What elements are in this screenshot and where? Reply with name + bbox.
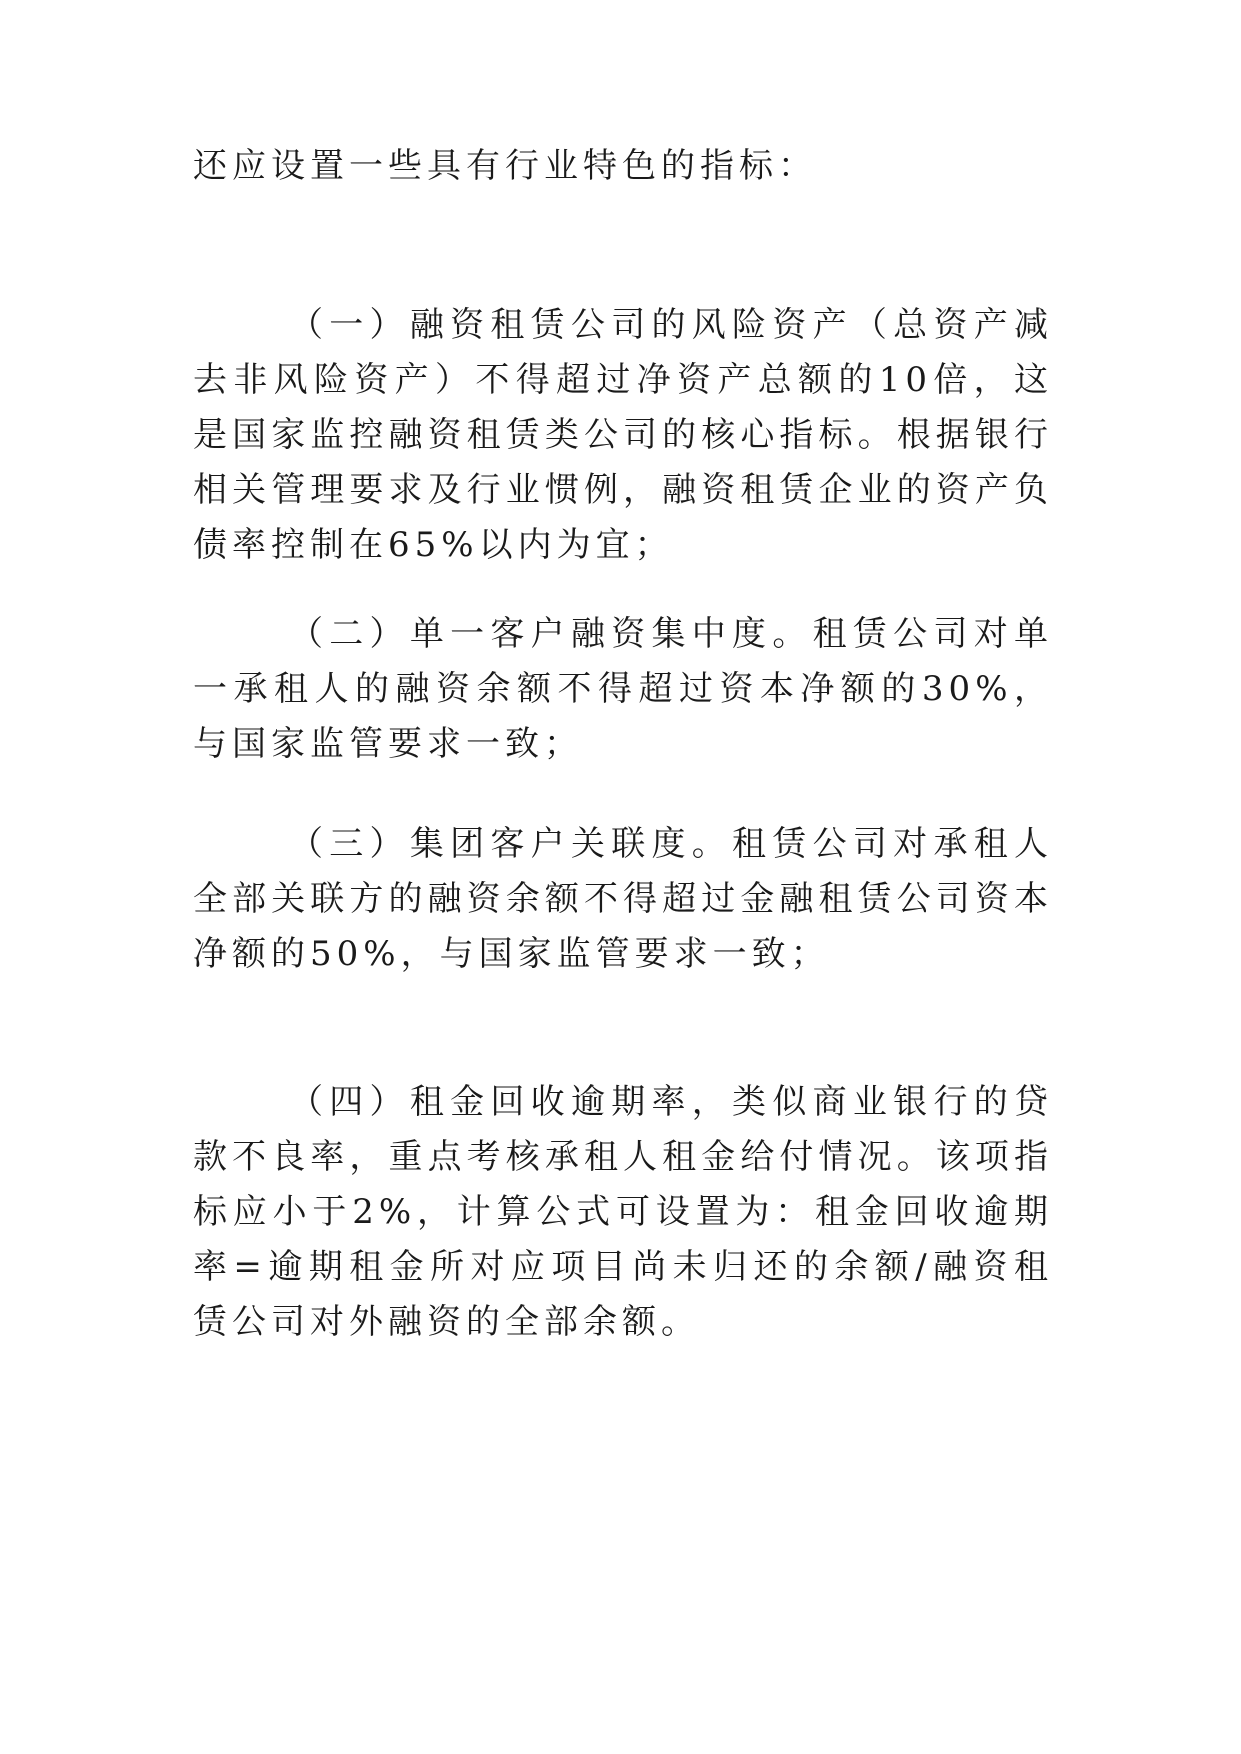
- paragraph-2: （二）单一客户融资集中度。租赁公司对单一承租人的融资余额不得超过资本净额的30%，与国家监管要求一致；: [193, 614, 1053, 764]
- paragraph-4: （四）租金回收逾期率，类似商业银行的贷款不良率，重点考核承租人租金给付情况。该项指标应小于2%，计算公式可设置为：租金回收逾期率=逾期租金所对应项目尚未归还的余额/融资租赁公司对外融资的全部余额。: [193, 1082, 1053, 1342]
- paragraph-3: （三）集团客户关联度。租赁公司对承租人全部关联方的融资余额不得超过金融租赁公司资本净额的50%，与国家监管要求一致；: [193, 824, 1053, 974]
- intro-line: 还应设置一些具有行业特色的指标：: [193, 146, 817, 186]
- paragraph-1: （一）融资租赁公司的风险资产（总资产减去非风险资产）不得超过净资产总额的10倍，这是国家监控融资租赁类公司的核心指标。根据银行相关管理要求及行业惯例，融资租赁企业的资产负债率控制在65%以内为宜；: [193, 305, 1053, 565]
